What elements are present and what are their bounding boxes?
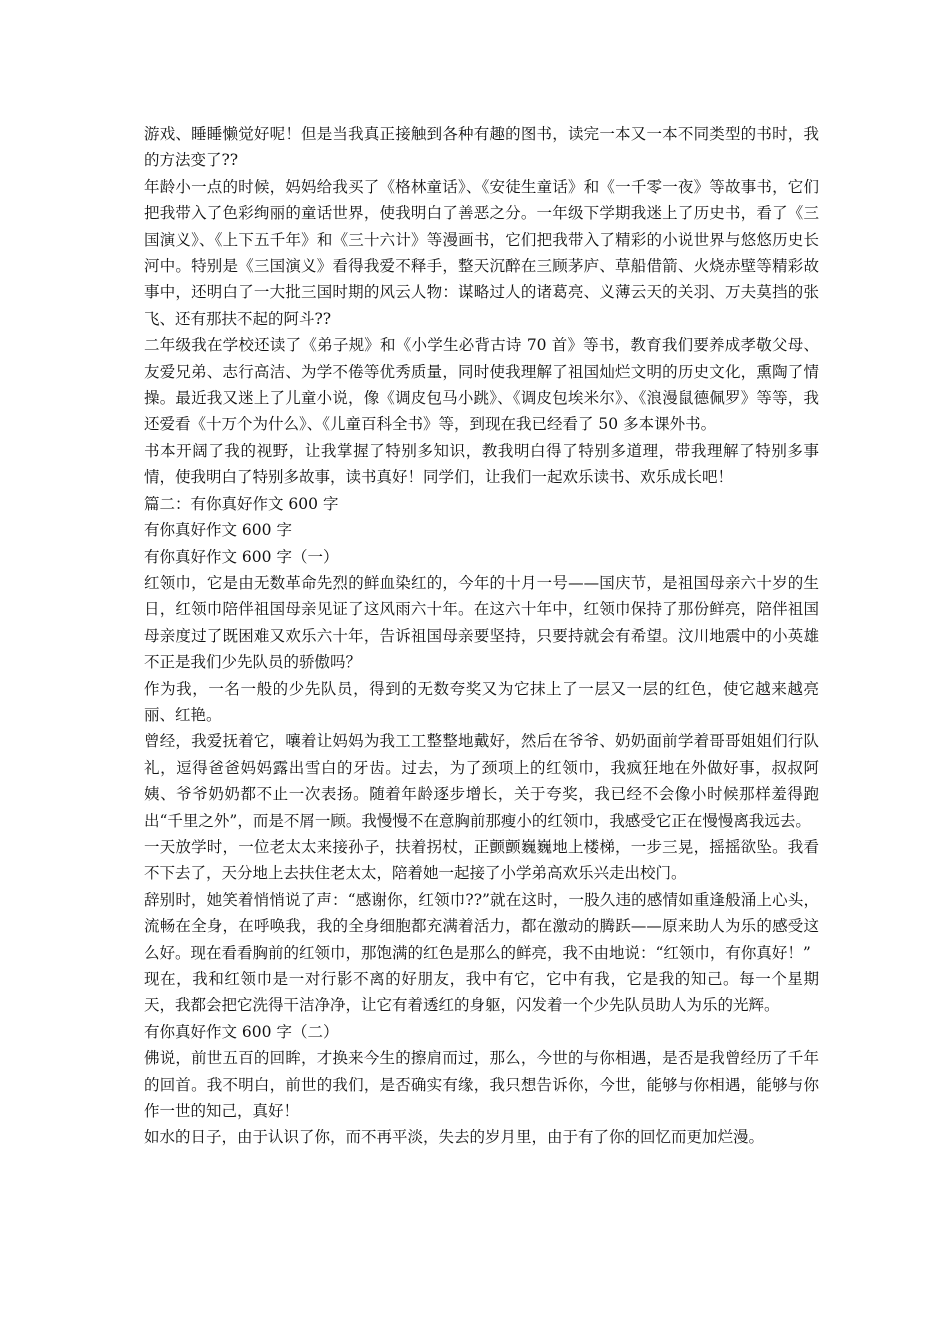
essay-title: 有你真好作文 600 字 [144, 521, 292, 540]
document-page [144, 121, 819, 1151]
paragraph: 一天放学时，一位老太太来接孙子，扶着拐杖，正颤颤巍巍地上楼梯，一步三晃，摇摇欲坠。我看不下去了，天分地上去扶住老太太，陪着她一起接了小学弟高欢乐兴走出校门。 [144, 837, 819, 883]
paragraph: 红领巾，它是由无数革命先烈的鲜血染红的，今年的十月一号——国庆节，是祖国母亲六十岁的生日，红领巾陪伴祖国母亲见证了这风雨六十年。在这六十年中，红领巾保持了那份鲜亮，陪伴祖国母亲度过了既困难又欢乐六十年，告诉祖国母亲要坚持，只要持就会有希望。汶川地震中的小英雄不正是我们少先队员的骄傲吗？ [144, 573, 819, 672]
paragraph: 书本开阔了我的视野，让我掌握了特别多知识，教我明白得了特别多道理，带我理解了特别多事情，使我明白了特别多故事，读书真好！同学们，让我们一起欢乐读书、欢乐成长吧！ [144, 441, 819, 487]
paragraph: 如水的日子，由于认识了你，而不再平淡，失去的岁月里，由于有了你的回忆而更加烂漫。 [144, 1128, 765, 1147]
paragraph: 佛说，前世五百的回眸，才换来今生的擦肩而过，那么，今世的与你相遇，是否是我曾经历了千年的回首。我不明白，前世的我们，是否确实有缘，我只想告诉你，今世，能够与你相遇，能够与你作一世的知己，真好！ [144, 1049, 819, 1121]
paragraph: 现在，我和红领巾是一对行影不离的好朋友，我中有它，它中有我，它是我的知己。每一个星期天，我都会把它洗得干洁净净，让它有着透红的身躯，闪发着一个少先队员助人为乐的光辉。 [144, 970, 819, 1015]
paragraph: 二年级我在学校还读了《弟子规》和《小学生必背古诗 70 首》等书，教育我们要养成孝敬父母、友爱兄弟、志行高洁、为学不倦等优秀质量，同时使我理解了祖国灿烂文明的历史文化，熏陶了情操。最近我又迷上了儿童小说，像《调皮包马小跳》、《调皮包埃米尔》、《浪漫鼠德佩罗》等等，我还爱看《十万个为什么》、《儿童百科全书》等，到现在我已经看了 50 多本课外书。 [144, 336, 819, 434]
paragraph: 作为我，一名一般的少先队员，得到的无数夸奖又为它抹上了一层又一层的红色，使它越来越亮丽、红艳。 [144, 679, 819, 724]
paragraph: 年龄小一点的时候，妈妈给我买了《格林童话》、《安徒生童话》和《一千零一夜》等故事书，它们把我带入了色彩绚丽的童话世界，使我明白了善恶之分。一年级下学期我迷上了历史书，看了《三国演义》、《上下五千年》和《三十六计》等漫画书，它们把我带入了精彩的小说世界与悠悠历史长河中。特别是《三国演义》看得我爱不释手，整天沉醉在三顾茅庐、草船借箭、火烧赤壁等精彩故事中，还明白了一大批三国时期的风云人物：谋略过人的诸葛亮、义薄云天的关羽、万夫莫挡的张飞、还有那扶不起的阿斗?? [144, 177, 819, 328]
paragraph: 游戏、睡睡懒觉好呢！但是当我真正接触到各种有趣的图书，读完一本又一本不同类型的书时，我的方法变了?? [144, 125, 819, 170]
paragraph: 辞别时，她笑着悄悄说了声：“感谢你，红领巾??”就在这时，一股久违的感情如重逢般涌上心头，流畅在全身，在呼唤我，我的全身细胞都充满着活力，都在激动的腾跃——原来助人为乐的感受这么好。现在看看胸前的红领巾，那饱满的红色是那么的鲜亮，我不由地说：“红领巾，有你真好！” [144, 890, 819, 962]
essay-subtitle: 有你真好作文 600 字（一） [144, 547, 339, 566]
essay-subtitle: 有你真好作文 600 字（二） [144, 1022, 339, 1041]
section-heading: 篇二：有你真好作文 600 字 [144, 494, 339, 513]
paragraph: 曾经，我爱抚着它，嚷着让妈妈为我工工整整地戴好，然后在爷爷、奶奶面前学着哥哥姐姐们行队礼，逗得爸爸妈妈露出雪白的牙齿。过去，为了颈项上的红领巾，我疯狂地在外做好事，叔叔阿姨、爷爷奶奶都不止一次表扬。随着年龄逐步增长，关于夸奖，我已经不会像小时候那样羞得跑出“千里之外”，而是不屑一顾。我慢慢不在意胸前那瘦小的红领巾，我感受它正在慢慢离我远去。 [144, 732, 819, 830]
